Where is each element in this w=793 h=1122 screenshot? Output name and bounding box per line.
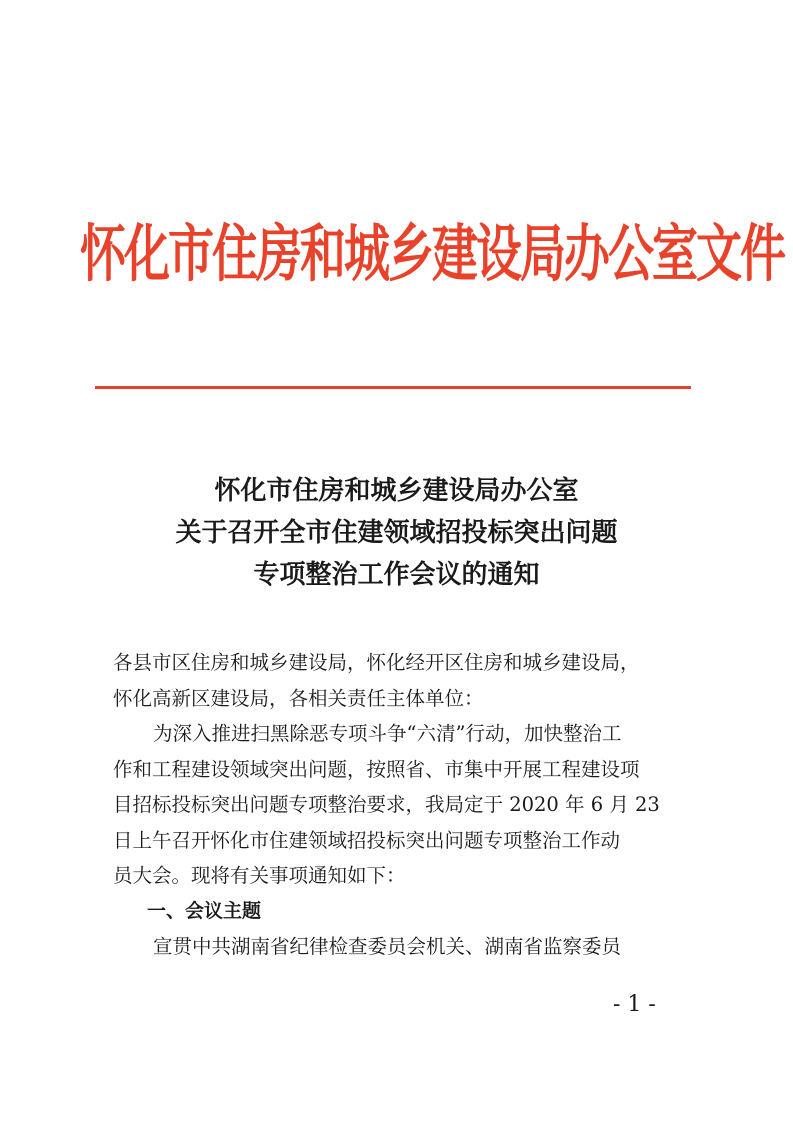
recipients-line: 各县市区住房和城乡建设局，怀化经开区住房和城乡建设局，: [113, 651, 640, 674]
notice-title-line: 关于召开全市住建领域招投标突出问题: [175, 518, 618, 548]
intro-line: 为深入推进扫黑除恶专项斗争“六清”行动，加快整治工: [153, 722, 622, 745]
intro-line: 目招标投标突出问题专项整治要求，我局定于 2020 年 6 月 23: [113, 793, 660, 816]
issuer-header-title: 怀化市住房和城乡建设局办公室文件: [80, 217, 784, 291]
notice-title-line: 怀化市住房和城乡建设局办公室: [214, 476, 579, 506]
intro-line: 员大会。现将有关事项通知如下：: [113, 864, 406, 887]
header-red-rule: [95, 386, 691, 389]
notice-title-line: 专项整治工作会议的通知: [253, 560, 540, 590]
page-number: - 1 -: [613, 992, 656, 1017]
section-heading: 一、会议主题: [147, 899, 262, 922]
intro-line: 作和工程建设领域突出问题，按照省、市集中开展工程建设项: [113, 757, 640, 781]
notice-body: [113, 645, 693, 965]
intro-line: 日上午召开怀化市住建领域招投标突出问题专项整治工作动: [113, 828, 621, 852]
section-text-line: 宣贯中共湖南省纪律检查委员会机关、湖南省监察委员: [153, 935, 622, 958]
notice-title: [60, 470, 733, 596]
recipients-line: 怀化高新区建设局，各相关责任主体单位：: [113, 686, 484, 710]
